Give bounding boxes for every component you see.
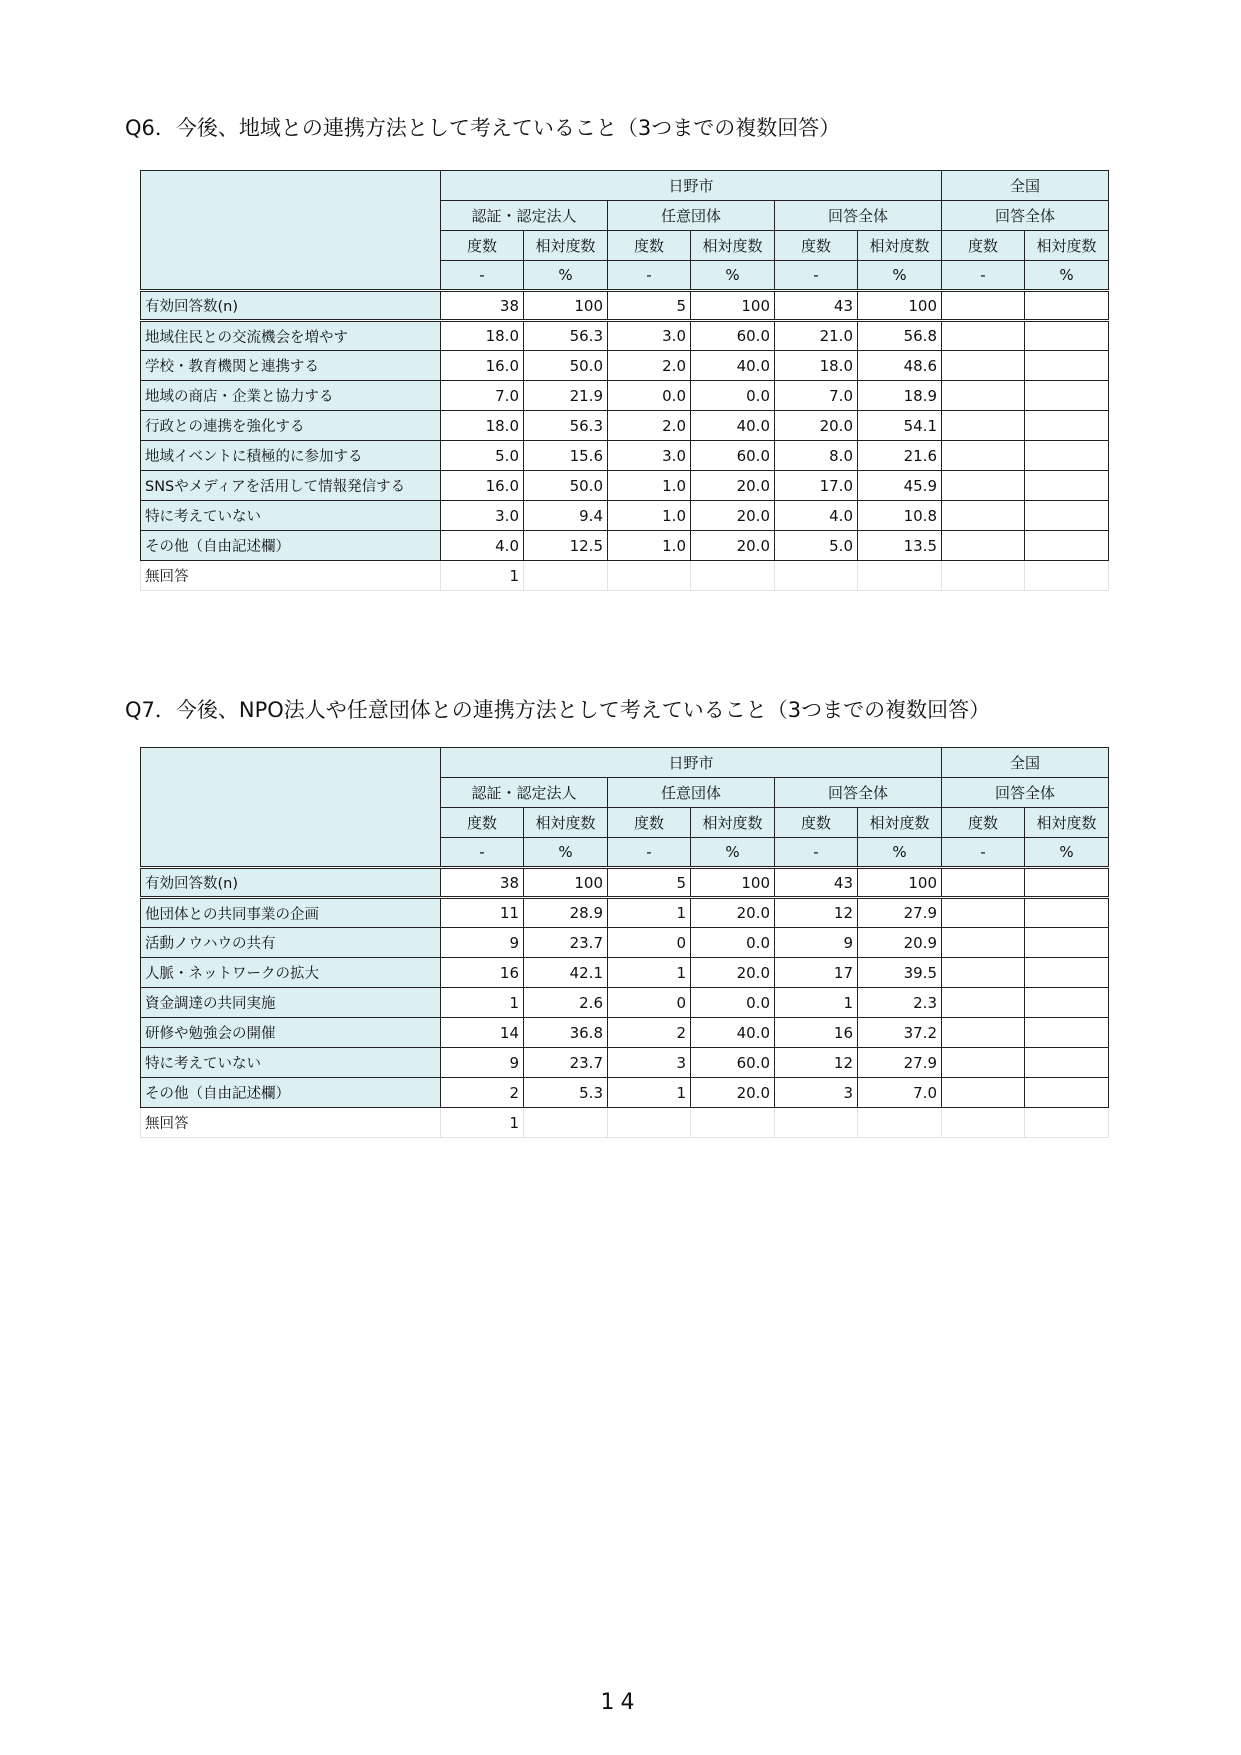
table-cell: 0.0 <box>691 988 775 1018</box>
table-cell: 2.0 <box>608 411 691 441</box>
table-cell: 38 <box>441 291 524 321</box>
group-header: 任意団体 <box>608 778 775 808</box>
table-cell: 20.0 <box>691 958 775 988</box>
table-cell: 20.0 <box>691 898 775 928</box>
unit-header: % <box>524 261 608 291</box>
table-cell <box>942 1048 1025 1078</box>
table-row <box>141 988 1109 1018</box>
table-cell: 100 <box>524 291 608 321</box>
table-cell <box>1025 471 1109 501</box>
table-cell: 37.2 <box>858 1018 942 1048</box>
table-cell: 20.0 <box>691 1078 775 1108</box>
table-cell: 40.0 <box>691 351 775 381</box>
table-cell <box>858 561 942 591</box>
table-cell: 60.0 <box>691 1048 775 1078</box>
table-cell: 1 <box>441 988 524 1018</box>
table-row <box>141 411 1109 441</box>
table-cell: 1 <box>441 1108 524 1138</box>
table-cell: 18.0 <box>441 411 524 441</box>
table-cell: 100 <box>858 868 942 898</box>
table-cell: 21.9 <box>524 381 608 411</box>
table-cell <box>1025 351 1109 381</box>
table-cell: 40.0 <box>691 1018 775 1048</box>
table-cell: 1 <box>441 561 524 591</box>
column-header: 相対度数 <box>524 231 608 261</box>
table-cell: 16.0 <box>441 471 524 501</box>
table-cell <box>1025 958 1109 988</box>
table-cell: 2.6 <box>524 988 608 1018</box>
header-corner <box>141 748 441 868</box>
table-cell: 20.9 <box>858 928 942 958</box>
no-answer-row <box>141 561 1109 591</box>
table-cell: 20.0 <box>691 471 775 501</box>
table-cell <box>608 1108 691 1138</box>
table-cell: 3.0 <box>608 441 691 471</box>
table-cell: 18.0 <box>775 351 858 381</box>
group-header: 回答全体 <box>942 778 1109 808</box>
table-cell <box>691 561 775 591</box>
unit-header: - <box>441 838 524 868</box>
table-cell <box>942 898 1025 928</box>
table-cell: 5.3 <box>524 1078 608 1108</box>
valid-responses-row <box>141 868 1109 898</box>
table-cell: 0.0 <box>691 928 775 958</box>
unit-header: % <box>691 261 775 291</box>
table-cell <box>942 561 1025 591</box>
no-answer-row <box>141 1108 1109 1138</box>
column-header: 度数 <box>441 808 524 838</box>
table-cell: 1 <box>608 898 691 928</box>
table-cell: 16 <box>441 958 524 988</box>
table-row <box>141 1048 1109 1078</box>
unit-header: % <box>691 838 775 868</box>
row-label: 人脈・ネットワークの拡大 <box>141 958 441 988</box>
table-cell <box>942 291 1025 321</box>
table-cell <box>942 321 1025 351</box>
row-label: 活動ノウハウの共有 <box>141 928 441 958</box>
table-cell: 5 <box>608 291 691 321</box>
table-cell: 17.0 <box>775 471 858 501</box>
group-header: 回答全体 <box>775 778 942 808</box>
table-cell: 9 <box>775 928 858 958</box>
column-header: 度数 <box>608 808 691 838</box>
group-header: 回答全体 <box>942 201 1109 231</box>
table-cell <box>1025 988 1109 1018</box>
table-cell: 40.0 <box>691 411 775 441</box>
table-cell: 1 <box>775 988 858 1018</box>
region-national-header: 全国 <box>942 171 1109 201</box>
column-header: 相対度数 <box>1025 231 1109 261</box>
table-row <box>141 531 1109 561</box>
table-cell: 21.6 <box>858 441 942 471</box>
table-cell: 1.0 <box>608 501 691 531</box>
table-cell: 27.9 <box>858 1048 942 1078</box>
table-cell: 7.0 <box>858 1078 942 1108</box>
table-cell: 60.0 <box>691 441 775 471</box>
table-cell <box>1025 1018 1109 1048</box>
table-cell: 56.3 <box>524 411 608 441</box>
unit-header: - <box>775 261 858 291</box>
group-header: 認証・認定法人 <box>441 201 608 231</box>
table-cell: 2 <box>608 1018 691 1048</box>
table-cell <box>942 411 1025 441</box>
table-cell: 50.0 <box>524 471 608 501</box>
table-cell: 2.3 <box>858 988 942 1018</box>
table-cell <box>1025 1048 1109 1078</box>
table-cell: 23.7 <box>524 928 608 958</box>
table-cell <box>942 471 1025 501</box>
table-cell: 7.0 <box>775 381 858 411</box>
table-cell <box>942 988 1025 1018</box>
row-label: その他（自由記述欄） <box>141 1078 441 1108</box>
table-cell: 0 <box>608 988 691 1018</box>
table-cell: 50.0 <box>524 351 608 381</box>
table-cell <box>1025 898 1109 928</box>
column-header: 度数 <box>942 231 1025 261</box>
table-cell: 12 <box>775 1048 858 1078</box>
table-cell: 60.0 <box>691 321 775 351</box>
table-cell <box>942 1108 1025 1138</box>
row-label: 地域住民との交流機会を増やす <box>141 321 441 351</box>
table-cell <box>1025 1108 1109 1138</box>
table-cell: 9 <box>441 1048 524 1078</box>
table-cell: 23.7 <box>524 1048 608 1078</box>
table-cell: 100 <box>858 291 942 321</box>
column-header: 相対度数 <box>691 231 775 261</box>
table-cell <box>942 928 1025 958</box>
table-cell <box>942 868 1025 898</box>
table-cell <box>858 1108 942 1138</box>
table-cell: 4.0 <box>775 501 858 531</box>
q7-table <box>140 747 1109 1138</box>
table-cell: 16.0 <box>441 351 524 381</box>
group-header: 認証・認定法人 <box>441 778 608 808</box>
row-label: 資金調達の共同実施 <box>141 988 441 1018</box>
header-corner <box>141 171 441 291</box>
column-header: 相対度数 <box>1025 808 1109 838</box>
column-header: 度数 <box>608 231 691 261</box>
row-label: 研修や勉強会の開催 <box>141 1018 441 1048</box>
table-cell <box>524 1108 608 1138</box>
table-cell: 3.0 <box>608 321 691 351</box>
row-label: 特に考えていない <box>141 501 441 531</box>
region-national-header: 全国 <box>942 748 1109 778</box>
row-label: 地域の商店・企業と協力する <box>141 381 441 411</box>
table-cell: 1.0 <box>608 531 691 561</box>
table-row <box>141 898 1109 928</box>
table-row <box>141 1078 1109 1108</box>
group-header: 回答全体 <box>775 201 942 231</box>
table-cell <box>1025 561 1109 591</box>
table-cell: 42.1 <box>524 958 608 988</box>
table-cell: 100 <box>691 291 775 321</box>
table-cell <box>942 531 1025 561</box>
table-row <box>141 958 1109 988</box>
table-cell <box>1025 868 1109 898</box>
table-cell: 38 <box>441 868 524 898</box>
table-cell <box>1025 291 1109 321</box>
table-cell: 1.0 <box>608 471 691 501</box>
table-cell: 43 <box>775 868 858 898</box>
table-cell: 43 <box>775 291 858 321</box>
table-cell: 12 <box>775 898 858 928</box>
table-cell: 5 <box>608 868 691 898</box>
unit-header: - <box>608 838 691 868</box>
table-cell: 27.9 <box>858 898 942 928</box>
table-cell: 11 <box>441 898 524 928</box>
column-header: 度数 <box>441 231 524 261</box>
table-cell: 7.0 <box>441 381 524 411</box>
table-cell: 12.5 <box>524 531 608 561</box>
table-cell: 0.0 <box>691 381 775 411</box>
table-cell: 20.0 <box>691 531 775 561</box>
column-header: 相対度数 <box>858 231 942 261</box>
table-cell: 54.1 <box>858 411 942 441</box>
table-cell: 9 <box>441 928 524 958</box>
unit-header: - <box>441 261 524 291</box>
table-cell <box>1025 381 1109 411</box>
row-label: 無回答 <box>141 561 441 591</box>
row-label: 有効回答数(n) <box>141 868 441 898</box>
unit-header: - <box>775 838 858 868</box>
table-cell <box>1025 411 1109 441</box>
row-label: その他（自由記述欄） <box>141 531 441 561</box>
table-cell: 21.0 <box>775 321 858 351</box>
unit-header: % <box>858 838 942 868</box>
table-cell: 10.8 <box>858 501 942 531</box>
table-cell: 14 <box>441 1018 524 1048</box>
table-cell: 48.6 <box>858 351 942 381</box>
unit-header: % <box>524 838 608 868</box>
page-number: 14 <box>600 1690 641 1715</box>
table-row <box>141 381 1109 411</box>
table-cell: 5.0 <box>775 531 858 561</box>
table-cell: 18.0 <box>441 321 524 351</box>
unit-header: % <box>858 261 942 291</box>
table-row <box>141 501 1109 531</box>
table-cell <box>942 351 1025 381</box>
table-cell: 16 <box>775 1018 858 1048</box>
row-label: 無回答 <box>141 1108 441 1138</box>
unit-header: - <box>942 838 1025 868</box>
table-cell <box>942 501 1025 531</box>
table-cell: 1 <box>608 958 691 988</box>
table-row <box>141 471 1109 501</box>
table-cell: 28.9 <box>524 898 608 928</box>
q6-table <box>140 170 1109 591</box>
table-cell: 8.0 <box>775 441 858 471</box>
row-label: 特に考えていない <box>141 1048 441 1078</box>
table-cell <box>942 958 1025 988</box>
table-cell: 2.0 <box>608 351 691 381</box>
table-cell: 13.5 <box>858 531 942 561</box>
row-label: 有効回答数(n) <box>141 291 441 321</box>
table-row <box>141 928 1109 958</box>
q7-title: Q7．今後、NPO法人や任意団体との連携方法として考えていること（3つまでの複数回答） <box>125 698 991 722</box>
column-header: 度数 <box>775 808 858 838</box>
table-cell <box>1025 928 1109 958</box>
table-cell: 5.0 <box>441 441 524 471</box>
table-cell <box>1025 441 1109 471</box>
table-cell <box>942 1018 1025 1048</box>
table-row <box>141 321 1109 351</box>
table-cell <box>775 1108 858 1138</box>
table-cell: 36.8 <box>524 1018 608 1048</box>
q6-title: Q6．今後、地域との連携方法として考えていること（3つまでの複数回答） <box>125 116 841 140</box>
unit-header: - <box>608 261 691 291</box>
table-cell <box>942 1078 1025 1108</box>
table-cell <box>691 1108 775 1138</box>
table-cell <box>1025 501 1109 531</box>
table-cell: 1 <box>608 1078 691 1108</box>
table-cell: 3 <box>775 1078 858 1108</box>
valid-responses-row <box>141 291 1109 321</box>
table-row <box>141 441 1109 471</box>
column-header: 度数 <box>775 231 858 261</box>
table-cell: 100 <box>691 868 775 898</box>
column-header: 度数 <box>942 808 1025 838</box>
table-cell: 3 <box>608 1048 691 1078</box>
table-cell <box>1025 1078 1109 1108</box>
table-cell: 2 <box>441 1078 524 1108</box>
column-header: 相対度数 <box>858 808 942 838</box>
row-label: SNSやメディアを活用して情報発信する <box>141 471 441 501</box>
table-cell: 45.9 <box>858 471 942 501</box>
table-cell <box>942 441 1025 471</box>
table-cell: 0.0 <box>608 381 691 411</box>
table-cell <box>1025 321 1109 351</box>
table-row <box>141 1018 1109 1048</box>
row-label: 学校・教育機関と連携する <box>141 351 441 381</box>
unit-header: % <box>1025 261 1109 291</box>
table-cell <box>608 561 691 591</box>
table-cell: 15.6 <box>524 441 608 471</box>
table-cell: 17 <box>775 958 858 988</box>
table-cell: 20.0 <box>691 501 775 531</box>
row-label: 地域イベントに積極的に参加する <box>141 441 441 471</box>
table-cell <box>775 561 858 591</box>
region-local-header: 日野市 <box>441 748 942 778</box>
table-cell: 3.0 <box>441 501 524 531</box>
table-cell: 18.9 <box>858 381 942 411</box>
region-local-header: 日野市 <box>441 171 942 201</box>
row-label: 行政との連携を強化する <box>141 411 441 441</box>
table-cell: 4.0 <box>441 531 524 561</box>
table-cell: 39.5 <box>858 958 942 988</box>
table-cell <box>1025 531 1109 561</box>
column-header: 相対度数 <box>691 808 775 838</box>
table-cell <box>524 561 608 591</box>
table-cell: 0 <box>608 928 691 958</box>
unit-header: % <box>1025 838 1109 868</box>
group-header: 任意団体 <box>608 201 775 231</box>
table-cell: 56.3 <box>524 321 608 351</box>
table-cell: 20.0 <box>775 411 858 441</box>
row-label: 他団体との共同事業の企画 <box>141 898 441 928</box>
table-cell: 100 <box>524 868 608 898</box>
table-cell: 9.4 <box>524 501 608 531</box>
table-row <box>141 351 1109 381</box>
table-cell <box>942 381 1025 411</box>
table-cell: 56.8 <box>858 321 942 351</box>
column-header: 相対度数 <box>524 808 608 838</box>
unit-header: - <box>942 261 1025 291</box>
